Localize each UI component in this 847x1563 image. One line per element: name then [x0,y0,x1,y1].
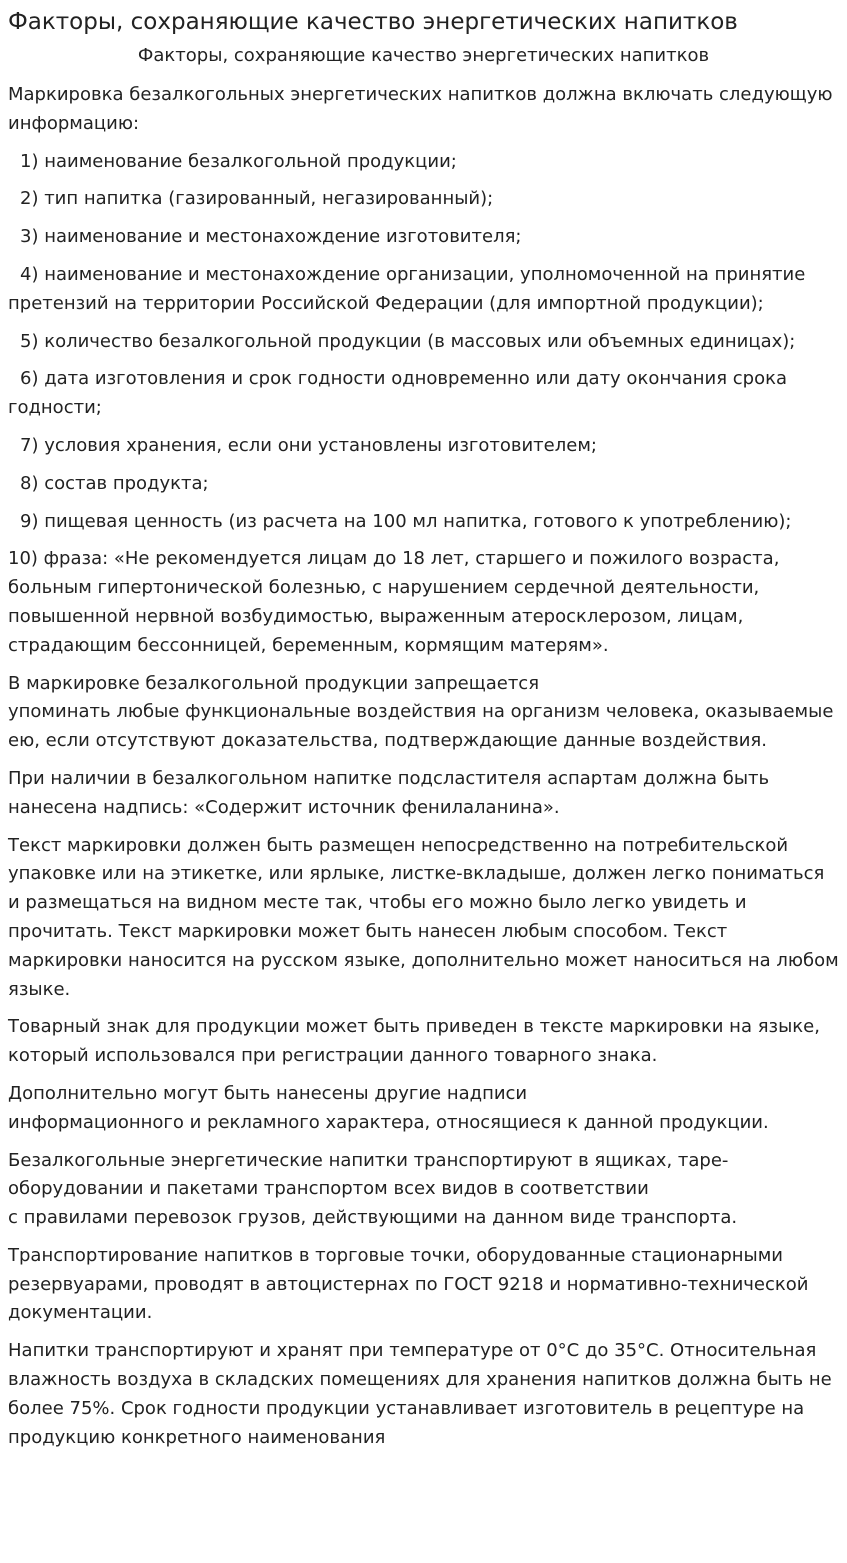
list-item-3: 3) наименование и местонахождение изготовителя; [20,226,522,248]
prohibition-rest: упоминать любые функциональные воздействия на организм человека, оказываемые ею, если отсутствуют доказательства, подтверждающие данные воздействия. [8,701,834,752]
storage-paragraph: Напитки транспортируют и хранят при температуре от 0°С до 35°С. Относительная влажность воздуха в складских помещениях для хранения напитков должна быть не более 75%. Срок годности продукции устанавливает изготовитель в рецептуре на продукцию конкретного наименования [8,1340,832,1448]
aspartame-paragraph: При наличии в безалкогольном напитке подсластителя аспартам должна быть нанесена надпись: «Содержит источник фенилаланина». [8,767,770,818]
page-title: Факторы, сохраняющие качество энергетических напитков [8,9,738,35]
document-subtitle: Факторы, сохраняющие качество энергетических напитков [137,45,710,66]
transport-part2: с правилами перевозок грузов, действующими на данном виде транспорта. [8,1207,738,1229]
additional-rest: информационного и рекламного характера, относящиеся к данной продукции. [8,1111,769,1133]
transport-paragraph [8,1147,839,1233]
intro-paragraph: Маркировка безалкогольных энергетических напитков должна включать следующую информацию: [8,84,833,134]
tank-paragraph: Транспортирование напитков в торговые точки, оборудованные стационарными резервуарами, проводят в автоцистернах по ГОСТ 9218 и нормативно-технической документации. [8,1244,809,1324]
transport-part1: Безалкогольные энергетические напитки транспортируют в ящиках, таре-оборудовании и пакетами транспортом всех видов в соответствии [8,1149,729,1200]
list-item-4: 4) наименование и местонахождение организации, уполномоченной на принятие претензий на территории Российской Федерации (для импортной продукции); [8,263,806,314]
list-item-8: 8) состав продукта; [20,472,209,494]
list-item-10: 10) фраза: «Не рекомендуется лицам до 18 лет, старшего и пожилого возраста, больным гипертонической болезнью, с нарушением сердечной деятельности, повышенной нервной возбудимостью, выраженным атеросклерозом, лицам, страдающим бессонницей, беременным, кормящим матерям». [8,548,780,656]
prohibition-line1: В маркировке безалкогольной продукции запрещается [8,672,540,694]
label-text-paragraph: Текст маркировки должен быть размещен непосредственно на потребительской упаковке или на этикетке, или ярлыке, листке-вкладыше, должен легко пониматься и размещаться на видном месте так, чтобы его можно было легко увидеть и прочитать. Текст маркировки может быть нанесен любым способом. Текст маркировки наносится на русском языке, дополнительно может наноситься на любом языке. [8,834,839,1000]
trademark-paragraph: Товарный знак для продукции может быть приведен в тексте маркировки на языке, который использовался при регистрации данного товарного знака. [8,1016,820,1067]
list-item-6: 6) дата изготовления и срок годности одновременно или дату окончания срока годности; [8,368,788,419]
list-item-1: 1) наименование безалкогольной продукции; [20,150,457,172]
additional-line1: Дополнительно могут быть нанесены другие надписи [8,1082,528,1104]
list-item-2: 2) тип напитка (газированный, негазированный); [20,188,494,210]
list-item-5: 5) количество безалкогольной продукции (в массовых или объемных единицах); [20,330,796,352]
list-item-7: 7) условия хранения, если они установлены изготовителем; [20,434,597,456]
list-item-9: 9) пищевая ценность (из расчета на 100 мл напитка, готового к употреблению); [20,510,792,532]
additional-paragraph [8,1080,839,1138]
prohibition-paragraph [8,670,839,756]
